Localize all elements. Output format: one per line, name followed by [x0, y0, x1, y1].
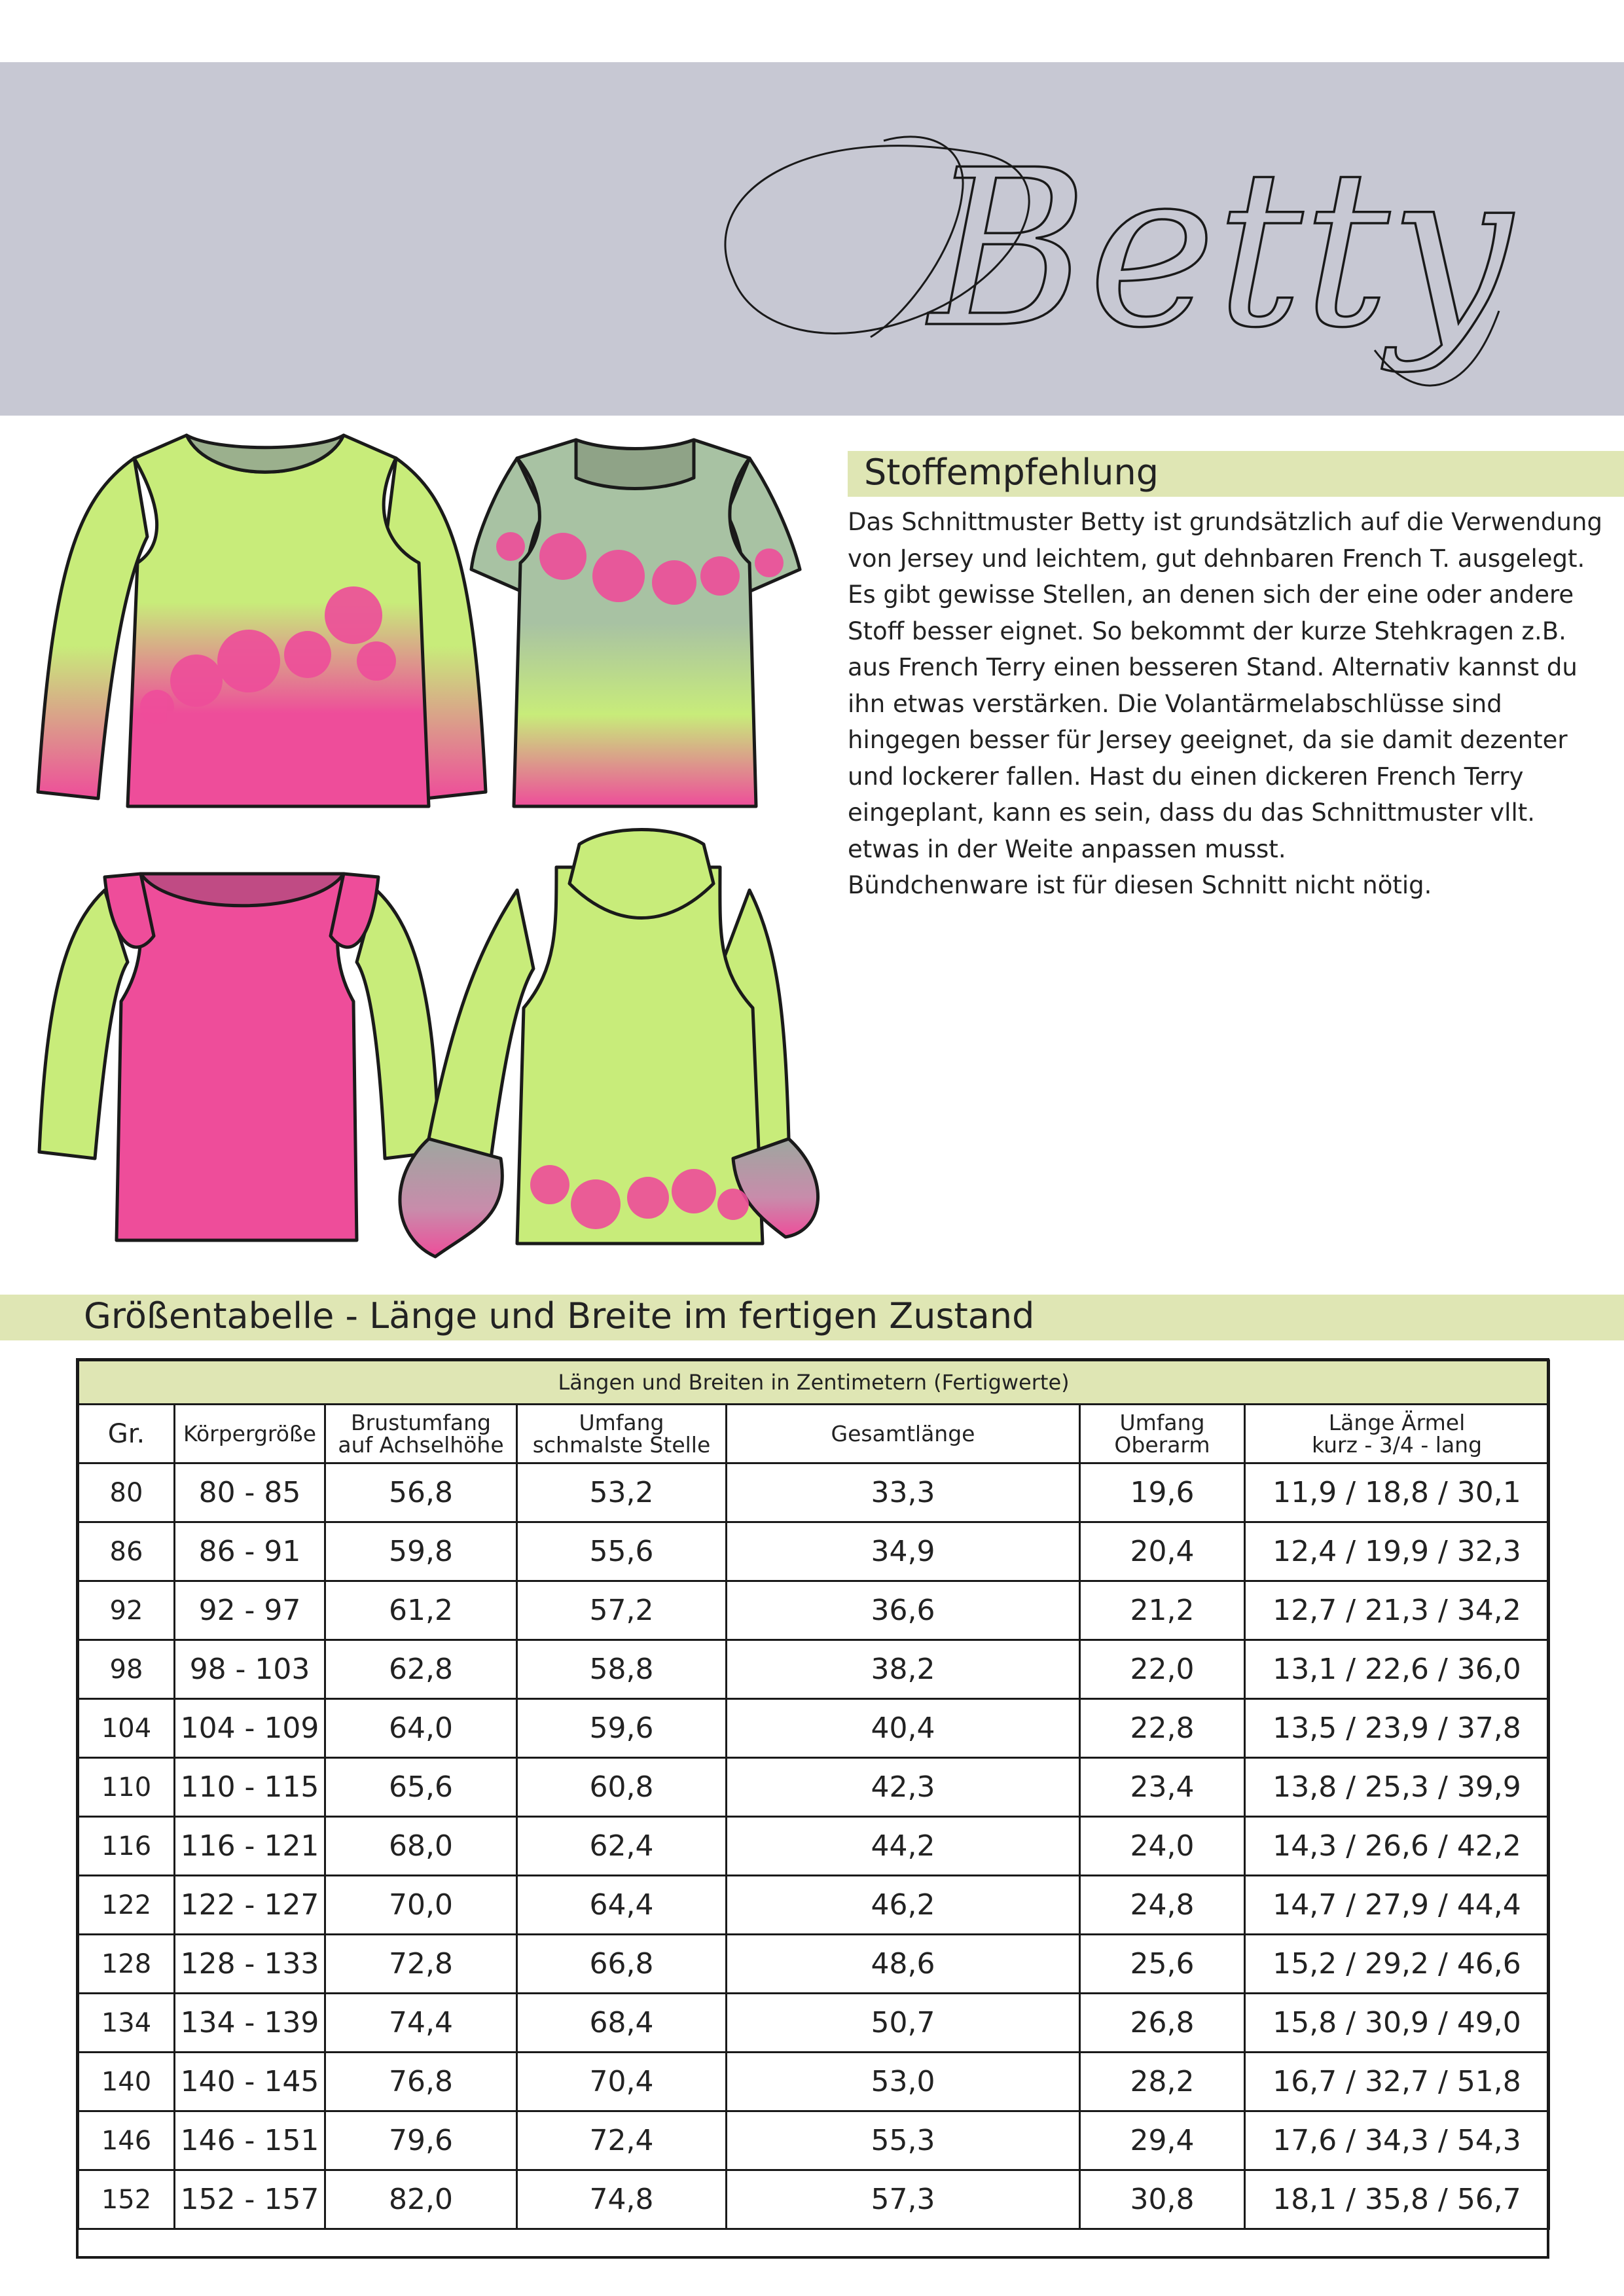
- cell-umfang-oberarm: 26,8: [1080, 1994, 1245, 2053]
- header-gesamtlaenge: Gesamtlänge: [727, 1405, 1080, 1463]
- cell-umfang-oberarm: 24,8: [1080, 1876, 1245, 1935]
- header-aermel-line1: Länge Ärmel: [1328, 1409, 1466, 1435]
- cell-umfang-schmalste: 64,4: [517, 1876, 727, 1935]
- size-table: [77, 1359, 1550, 2230]
- cell-umfang-schmalste: 53,2: [517, 1463, 727, 1522]
- table-row: [79, 2170, 1549, 2229]
- table-caption: Längen und Breiten in Zentimetern (Fertigwerte): [79, 1361, 1549, 1405]
- cell-umfang-oberarm: 25,6: [1080, 1935, 1245, 1994]
- top-ruffle-left-sleeve: [39, 890, 128, 1158]
- fabric-line: von Jersey und leichtem, gut dehnbaren French T. ausgelegt.: [848, 544, 1585, 573]
- cell-brustumfang: 79,6: [325, 2111, 517, 2170]
- header-oberarm-line2: Oberarm: [1114, 1431, 1210, 1458]
- cell-umfang-oberarm: 19,6: [1080, 1463, 1245, 1522]
- top-short-sleeve-neckline: [576, 440, 694, 489]
- cell-umfang-schmalste: 72,4: [517, 2111, 727, 2170]
- cell-gesamtlaenge: 42,3: [727, 1758, 1080, 1817]
- cell-aermellaenge: 16,7 / 32,7 / 51,8: [1245, 2053, 1549, 2111]
- cell-umfang-schmalste: 58,8: [517, 1640, 727, 1699]
- cell-gr: 86: [79, 1522, 175, 1581]
- cell-aermellaenge: 13,8 / 25,3 / 39,9: [1245, 1758, 1549, 1817]
- cell-brustumfang: 64,0: [325, 1699, 517, 1758]
- header-umfang-line1: Umfang: [579, 1409, 664, 1435]
- cell-gesamtlaenge: 38,2: [727, 1640, 1080, 1699]
- table-row: [79, 1699, 1549, 1758]
- table-row: [79, 1463, 1549, 1522]
- cell-brustumfang: 65,6: [325, 1758, 517, 1817]
- cell-koerpergroesse: 134 - 139: [175, 1994, 325, 2053]
- header-koerpergroesse: Körpergröße: [175, 1405, 325, 1463]
- cell-aermellaenge: 15,8 / 30,9 / 49,0: [1245, 1994, 1549, 2053]
- top-long-sleeve: [38, 435, 486, 806]
- header-oberarm: [1080, 1405, 1245, 1463]
- cell-aermellaenge: 17,6 / 34,3 / 54,3: [1245, 2111, 1549, 2170]
- header-aermellaenge: [1245, 1405, 1549, 1463]
- cell-aermellaenge: 15,2 / 29,2 / 46,6: [1245, 1935, 1549, 1994]
- header-gr: Gr.: [79, 1405, 175, 1463]
- cell-gr: 110: [79, 1758, 175, 1817]
- cell-brustumfang: 76,8: [325, 2053, 517, 2111]
- table-row: [79, 1640, 1549, 1699]
- top-ruffle-shoulder: [39, 874, 439, 1240]
- cell-gesamtlaenge: 55,3: [727, 2111, 1080, 2170]
- cell-gesamtlaenge: 33,3: [727, 1463, 1080, 1522]
- cell-koerpergroesse: 110 - 115: [175, 1758, 325, 1817]
- table-row: [79, 1876, 1549, 1935]
- size-table-body: [79, 1463, 1549, 2229]
- cell-umfang-schmalste: 68,4: [517, 1994, 727, 2053]
- cell-gr: 116: [79, 1817, 175, 1876]
- cell-koerpergroesse: 128 - 133: [175, 1935, 325, 1994]
- cell-gesamtlaenge: 44,2: [727, 1817, 1080, 1876]
- cell-aermellaenge: 14,3 / 26,6 / 42,2: [1245, 1817, 1549, 1876]
- cell-gesamtlaenge: 48,6: [727, 1935, 1080, 1994]
- cell-koerpergroesse: 152 - 157: [175, 2170, 325, 2229]
- cell-umfang-oberarm: 24,0: [1080, 1817, 1245, 1876]
- cell-umfang-oberarm: 22,0: [1080, 1640, 1245, 1699]
- header-umfang-line2: schmalste Stelle: [532, 1431, 711, 1458]
- cell-gesamtlaenge: 46,2: [727, 1876, 1080, 1935]
- cell-gesamtlaenge: 57,3: [727, 2170, 1080, 2229]
- top-ruffle-right-sleeve: [357, 890, 439, 1158]
- top-short-sleeve-body: [514, 440, 756, 806]
- table-header-row: [79, 1405, 1549, 1463]
- fabric-line: etwas in der Weite anpassen musst.: [848, 834, 1286, 863]
- cell-gesamtlaenge: 53,0: [727, 2053, 1080, 2111]
- cell-gr: 92: [79, 1581, 175, 1640]
- cell-aermellaenge: 13,1 / 22,6 / 36,0: [1245, 1640, 1549, 1699]
- fabric-line: Stoff besser eignet. So bekommt der kurze Stehkragen z.B.: [848, 617, 1566, 645]
- table-row: [79, 2053, 1549, 2111]
- cell-umfang-schmalste: 74,8: [517, 2170, 727, 2229]
- cell-aermellaenge: 11,9 / 18,8 / 30,1: [1245, 1463, 1549, 1522]
- cell-gr: 80: [79, 1463, 175, 1522]
- header-aermel-line2: kurz - 3/4 - lang: [1312, 1431, 1483, 1458]
- cell-umfang-oberarm: 23,4: [1080, 1758, 1245, 1817]
- fabric-line: Das Schnittmuster Betty ist grundsätzlich auf die Verwendung: [848, 508, 1602, 536]
- cell-brustumfang: 74,4: [325, 1994, 517, 2053]
- cell-umfang-oberarm: 29,4: [1080, 2111, 1245, 2170]
- cell-brustumfang: 82,0: [325, 2170, 517, 2229]
- cell-gr: 146: [79, 2111, 175, 2170]
- cell-brustumfang: 61,2: [325, 1581, 517, 1640]
- top-short-sleeve: [471, 440, 800, 806]
- cell-gesamtlaenge: 36,6: [727, 1581, 1080, 1640]
- cell-gr: 122: [79, 1876, 175, 1935]
- cell-gr: 140: [79, 2053, 175, 2111]
- top-cowl-left-sleeve: [429, 890, 533, 1158]
- cell-umfang-schmalste: 70,4: [517, 2053, 727, 2111]
- table-row: [79, 2111, 1549, 2170]
- header-umfang: [517, 1405, 727, 1463]
- fabric-text: [848, 504, 1624, 903]
- cell-brustumfang: 56,8: [325, 1463, 517, 1522]
- cell-aermellaenge: 12,4 / 19,9 / 32,3: [1245, 1522, 1549, 1581]
- fabric-line: hingegen besser für Jersey geeignet, da sie damit dezenter: [848, 726, 1568, 754]
- cell-umfang-oberarm: 28,2: [1080, 2053, 1245, 2111]
- garment-illustrations: [0, 419, 851, 1276]
- table-row: [79, 1758, 1549, 1817]
- fabric-line: aus French Terry einen besseren Stand. Alternativ kannst du: [848, 653, 1578, 681]
- cell-brustumfang: 68,0: [325, 1817, 517, 1876]
- table-row: [79, 1581, 1549, 1640]
- title-area: [0, 62, 1624, 416]
- fabric-line: eingeplant, kann es sein, dass du das Schnittmuster vllt.: [848, 798, 1536, 827]
- cell-aermellaenge: 14,7 / 27,9 / 44,4: [1245, 1876, 1549, 1935]
- cell-gesamtlaenge: 40,4: [727, 1699, 1080, 1758]
- cell-gesamtlaenge: 34,9: [727, 1522, 1080, 1581]
- cell-koerpergroesse: 140 - 145: [175, 2053, 325, 2111]
- table-row: [79, 1817, 1549, 1876]
- cell-koerpergroesse: 122 - 127: [175, 1876, 325, 1935]
- cell-gr: 98: [79, 1640, 175, 1699]
- header-oberarm-line1: Umfang: [1119, 1409, 1205, 1435]
- cell-aermellaenge: 13,5 / 23,9 / 37,8: [1245, 1699, 1549, 1758]
- cell-gr: 104: [79, 1699, 175, 1758]
- cell-umfang-schmalste: 59,6: [517, 1699, 727, 1758]
- cell-koerpergroesse: 116 - 121: [175, 1817, 325, 1876]
- fabric-line: Es gibt gewisse Stellen, an denen sich der eine oder andere: [848, 581, 1574, 609]
- table-row: [79, 1935, 1549, 1994]
- cell-umfang-oberarm: 20,4: [1080, 1522, 1245, 1581]
- cell-brustumfang: 72,8: [325, 1935, 517, 1994]
- cell-umfang-schmalste: 55,6: [517, 1522, 727, 1581]
- cell-gr: 128: [79, 1935, 175, 1994]
- cell-umfang-schmalste: 60,8: [517, 1758, 727, 1817]
- cell-brustumfang: 59,8: [325, 1522, 517, 1581]
- cell-koerpergroesse: 98 - 103: [175, 1640, 325, 1699]
- fabric-line: und lockerer fallen. Hast du einen dickeren French Terry: [848, 762, 1524, 791]
- cell-umfang-oberarm: 21,2: [1080, 1581, 1245, 1640]
- header-brustumfang-line2: auf Achselhöhe: [338, 1431, 504, 1458]
- cell-gr: 152: [79, 2170, 175, 2229]
- cell-umfang-oberarm: 22,8: [1080, 1699, 1245, 1758]
- top-cowl-neck: [400, 830, 818, 1257]
- header-brustumfang: [325, 1405, 517, 1463]
- cell-aermellaenge: 18,1 / 35,8 / 56,7: [1245, 2170, 1549, 2229]
- cell-umfang-oberarm: 30,8: [1080, 2170, 1245, 2229]
- fabric-line: ihn etwas verstärken. Die Volantärmelabschlüsse sind: [848, 689, 1502, 718]
- cell-koerpergroesse: 80 - 85: [175, 1463, 325, 1522]
- table-row: [79, 1994, 1549, 2053]
- cell-gr: 134: [79, 1994, 175, 2053]
- cell-koerpergroesse: 104 - 109: [175, 1699, 325, 1758]
- top-cowl-left-flounce: [400, 1139, 502, 1257]
- cell-umfang-schmalste: 62,4: [517, 1817, 727, 1876]
- cell-koerpergroesse: 146 - 151: [175, 2111, 325, 2170]
- cell-koerpergroesse: 92 - 97: [175, 1581, 325, 1640]
- fabric-section-title: Stoffempfehlung: [864, 452, 1159, 493]
- title-text: Betty: [929, 124, 1512, 375]
- cell-aermellaenge: 12,7 / 21,3 / 34,2: [1245, 1581, 1549, 1640]
- cell-koerpergroesse: 86 - 91: [175, 1522, 325, 1581]
- cell-umfang-schmalste: 57,2: [517, 1581, 727, 1640]
- size-section-title: Größentabelle - Länge und Breite im fertigen Zustand: [84, 1295, 1035, 1336]
- fabric-line: Bündchenware ist für diesen Schnitt nicht nötig.: [848, 871, 1432, 899]
- cell-brustumfang: 70,0: [325, 1876, 517, 1935]
- cell-brustumfang: 62,8: [325, 1640, 517, 1699]
- top-long-sleeve-body: [128, 435, 429, 806]
- header-brustumfang-line1: Brustumfang: [350, 1409, 492, 1435]
- table-row: [79, 1522, 1549, 1581]
- cell-umfang-schmalste: 66,8: [517, 1935, 727, 1994]
- cell-gesamtlaenge: 50,7: [727, 1994, 1080, 2053]
